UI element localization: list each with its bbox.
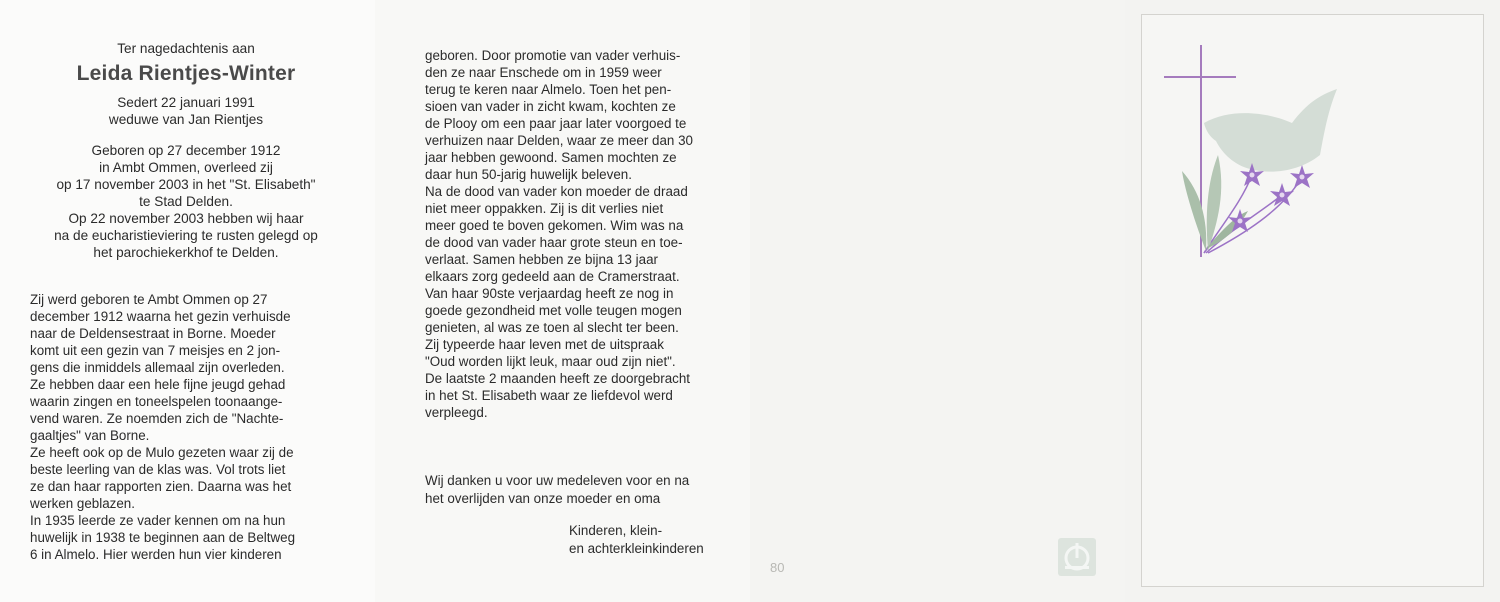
signature-line: Kinderen, klein- [569, 523, 663, 538]
bio-line: verhuizen naar Delden, waar ze meer dan 30 [425, 133, 693, 148]
bio-line: "Oud worden lijkt leuk, maar oud zijn niet". [425, 354, 676, 369]
biography-part-1 [30, 291, 332, 563]
bio-line: gens die inmiddels allemaal zijn overleden. [30, 360, 285, 375]
bio-line: terug te keren naar Almelo. Toen het pen- [425, 82, 672, 97]
bio-line: In 1935 leerde ze vader kennen om na hun [30, 513, 286, 528]
thanks-text [425, 472, 725, 508]
bio-line: verpleegd. [425, 405, 488, 420]
bio-line: De laatste 2 maanden heeft ze doorgebracht [425, 371, 691, 386]
flower-icon [1290, 165, 1314, 188]
deceased-name: Leida Rientjes-Winter [76, 62, 296, 85]
printer-logo-icon [1057, 537, 1097, 577]
bio-line: huwelijk in 1938 te beginnen aan de Beltweg [30, 530, 296, 545]
bio-line: Na de dood van vader kon moeder de draad [425, 184, 688, 199]
birth-line: te Stad Delden. [139, 194, 233, 209]
bio-line: jaar hebben gewoond. Samen mochten ze [425, 150, 677, 165]
bio-line: Ze heeft ook op de Mulo gezeten waar zij de [30, 445, 294, 460]
memorial-card-panel-1 [0, 0, 375, 602]
birth-line: het parochiekerkhof te Delden. [93, 245, 279, 260]
memorial-card-front [1125, 0, 1500, 602]
dove-icon [1204, 89, 1337, 172]
bio-line: Zij werd geboren te Ambt Ommen op 27 [30, 292, 268, 307]
thanks-line: het overlijden van onze moeder en oma [425, 491, 661, 506]
bio-line: de Plooy om een paar jaar later voorgoed te [425, 116, 687, 131]
bio-line: gaaltjes" van Borne. [30, 428, 150, 443]
biography-part-2 [425, 47, 722, 421]
heading: Ter nagedachtenis aan [117, 41, 255, 56]
bio-line: genieten, al was ze toen al slecht ter been. [425, 320, 679, 335]
bio-line: beste leerling van de klas was. Vol trots liet [30, 462, 286, 477]
bio-line: elkaars zorg gedeeld aan de Cramerstraat. [425, 269, 680, 284]
signature-line: en achterkleinkinderen [569, 541, 704, 556]
bio-line: naar de Deldensestraat in Borne. Moeder [30, 326, 276, 341]
bio-line: komt uit een gezin van 7 meisjes en 2 jon- [30, 343, 281, 358]
bio-line: werken geblazen. [30, 496, 135, 511]
bio-line: sioen van vader in zicht kwam, kochten ze [425, 99, 676, 114]
signature [569, 522, 704, 558]
bio-line: geboren. Door promotie van vader verhuis- [425, 48, 681, 63]
memorial-card-panel-2 [375, 0, 750, 602]
widow-line: weduwe van Jan Rientjes [108, 112, 264, 127]
front-card-frame [1141, 14, 1484, 587]
thanks-line: Wij danken u voor uw medeleven voor en na [425, 473, 690, 488]
bio-line: 6 in Almelo. Hier werden hun vier kinderen [30, 547, 282, 562]
birth-line: Op 22 november 2003 hebben wij haar [68, 211, 304, 226]
bio-line: daar hun 50-jarig huwelijk beleven. [425, 167, 632, 182]
bio-line: vend waren. Ze noemden zich de "Nachte- [30, 411, 284, 426]
page-number: 80 [770, 560, 785, 575]
cross-horizontal [1164, 76, 1236, 78]
bio-line: meer goed te boven gekomen. Wim was na [425, 218, 684, 233]
bio-line: Van haar 90ste verjaardag heeft ze nog in [425, 286, 674, 301]
birth-line: na de eucharistieviering te rusten gelegd op [54, 228, 318, 243]
bio-line: verlaat. Samen hebben ze bijna 13 jaar [425, 252, 659, 267]
bio-line: de dood van vader haar grote steun en toe- [425, 235, 683, 250]
widow-line: Sedert 22 januari 1991 [117, 95, 255, 110]
leaf-icon [1182, 171, 1206, 251]
birth-line: Geboren op 27 december 1912 [91, 143, 281, 158]
bio-line: Zij typeerde haar leven met de uitspraak [425, 337, 664, 352]
bio-line: ze dan haar rapporten zien. Daarna was het [30, 479, 292, 494]
bio-line: Ze hebben daar een hele fijne jeugd gehad [30, 377, 286, 392]
bio-line: waarin zingen en toneelspelen toonaange- [30, 394, 283, 409]
bio-line: goede gezondheid met volle teugen mogen [425, 303, 682, 318]
intro-block [30, 40, 342, 261]
bio-line: in het St. Elisabeth waar ze liefdevol werd [425, 388, 673, 403]
birth-line: op 17 november 2003 in het "St. Elisabeth" [56, 177, 316, 192]
memorial-card-back [750, 0, 1125, 602]
cross-flower-illustration-icon [1142, 15, 1483, 586]
bio-line: den ze naar Enschede om in 1959 weer [425, 65, 662, 80]
bio-line: december 1912 waarna het gezin verhuisde [30, 309, 291, 324]
bio-line: niet meer oppakken. Zij is dit verlies niet [425, 201, 664, 216]
birth-line: in Ambt Ommen, overleed zij [99, 160, 273, 175]
